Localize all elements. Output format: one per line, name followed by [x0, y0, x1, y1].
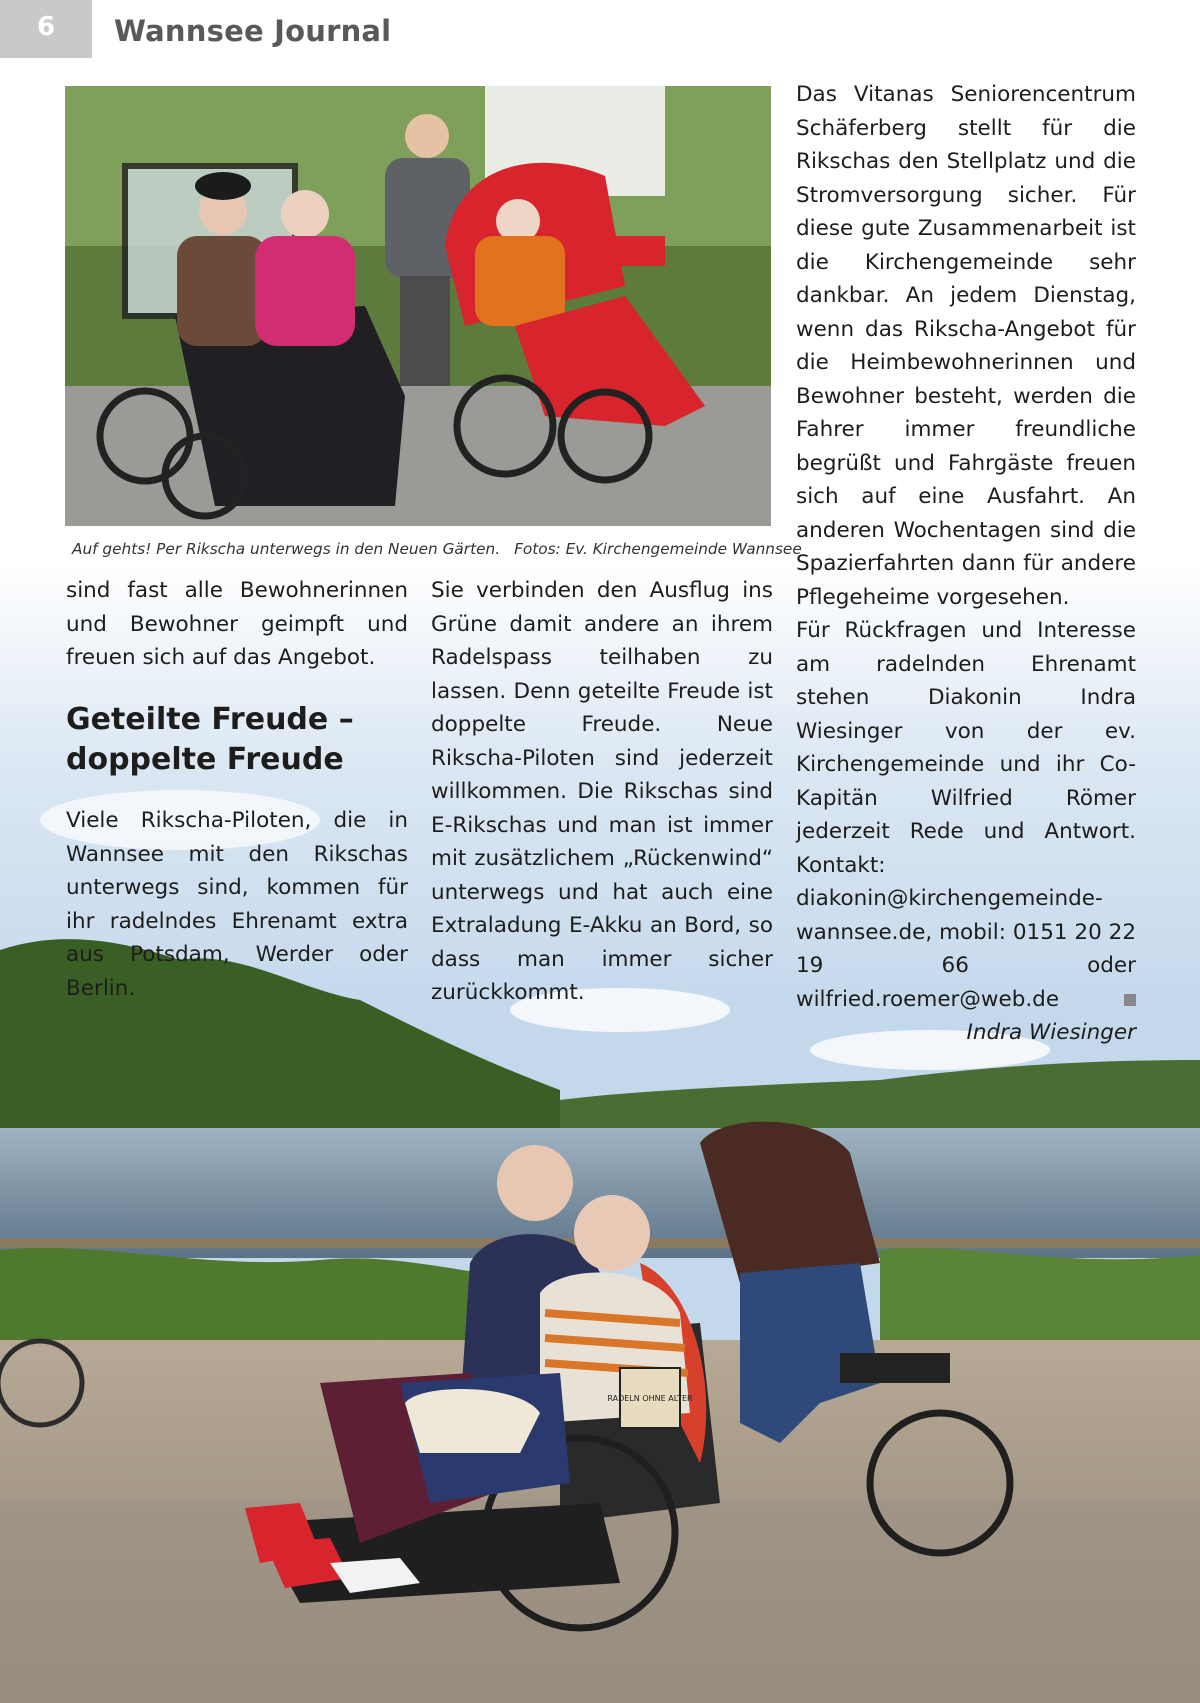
- col3-paragraph1: Das Vitanas Seniorencentrum Schäferberg stellt für die Rikschas den Stellplatz und die Stromversorgung sicher. Für diese gute Zusammenarbeit ist die Kirchengemeinde sehr dankbar. An jedem Dienstag, wenn das Rikscha-Angebot für die Heimbewohnerinnen und Bewohner besteht, werden die Fahrer immer freundliche begrüßt und Fahrgäste freuen sich auf eine Ausfahrt. An anderen Wochentagen sind die Spazierfahrten dann für andere Pflegeheime vorgesehen.: [796, 82, 1136, 610]
- page-number: 6: [0, 0, 92, 58]
- author-name: Indra Wiesinger: [966, 1020, 1136, 1045]
- col1-body-text: Viele Rikscha-Piloten, die in Wannsee mit den Rikschas unterwegs sind, kommen für ihr radelndes Ehrenamt extra aus Potsdam, Werder oder Berlin.: [66, 808, 408, 1001]
- article-col1-body: [66, 804, 408, 1005]
- heading-line2: doppelte Freude: [66, 742, 344, 777]
- article-heading: [66, 700, 406, 780]
- col3-paragraph2-text: Für Rückfragen und Interesse am radelnden Ehrenamt stehen Diakonin Indra Wiesinger von der ev. Kirchengemeinde und ihr Co-Kapitän Wilfried Römer jederzeit Rede und Antwort. Kontakt: diakonin@kirchengemeinde-wannsee.de, mobil: 0151 20 22 19 66 oder wilfried.roemer@web.de: [796, 618, 1136, 1012]
- rikscha-sign-text: RADELN OHNE ALTER: [607, 1394, 693, 1403]
- article-col2: [431, 574, 773, 1010]
- col1-intro-text: sind fast alle Bewohnerinnen und Bewohner geimpft und freuen sich auf das Angebot.: [66, 578, 408, 670]
- end-of-article-mark: [1124, 994, 1136, 1006]
- journal-title: Wannsee Journal: [114, 14, 392, 48]
- heading-line1: Geteilte Freude –: [66, 702, 354, 737]
- caption-text: Auf gehts! Per Rikscha unterwegs in den Neuen Gärten.: [72, 540, 501, 558]
- col2-body-text: Sie verbinden den Ausflug ins Grüne damit andere an ihrem Radelspass teilhaben zu lassen. Denn geteilte Freude ist doppelte Freude. Neue Rikscha-Piloten sind jederzeit willkommen. Die Rikschas sind E-Rikschas und man ist immer mit zusätzlichem „Rückenwind“ unterwegs und hat auch eine Extraladung E-Akku an Bord, so dass man immer sicher zurückkommt.: [431, 578, 773, 1005]
- photo-rikscha-lake: [0, 1083, 1200, 1703]
- article-col3: [796, 78, 1136, 1050]
- photo-rikscha-garden: [65, 86, 771, 526]
- photo-caption: [72, 540, 802, 558]
- photo-credit: Fotos: Ev. Kirchengemeinde Wannsee: [514, 540, 802, 558]
- col3-paragraph2: [796, 614, 1136, 1016]
- article-col1-intro: [66, 574, 408, 675]
